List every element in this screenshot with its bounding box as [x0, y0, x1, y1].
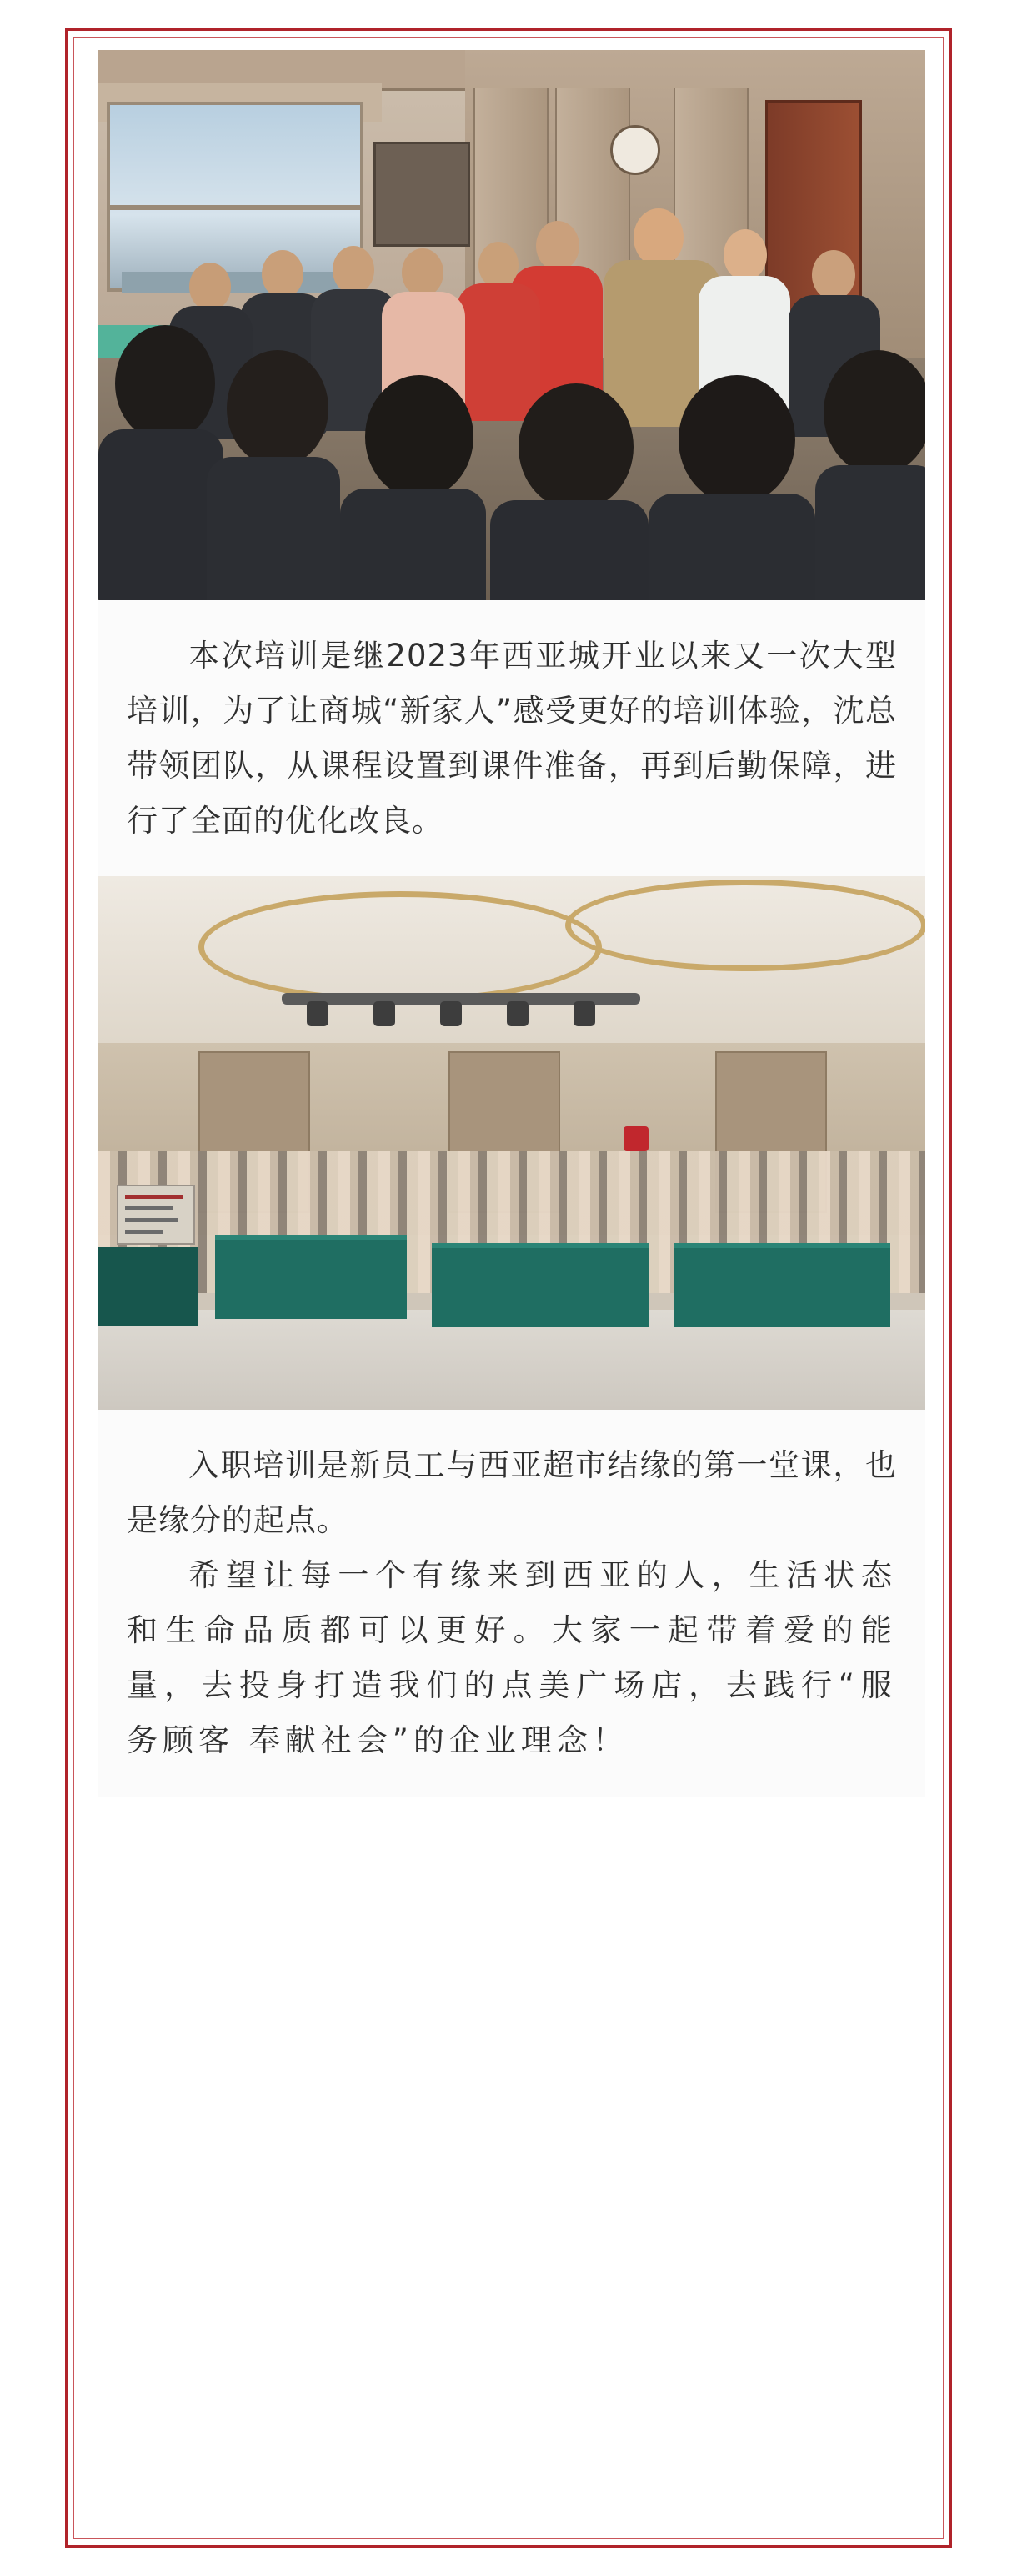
paragraph-block-2 [98, 1410, 925, 1796]
article-content [98, 50, 925, 1797]
paragraph-3: 希望让每一个有缘来到西亚的人，生活状态和生命品质都可以更好。大家一起带着爱的能量，去投身打造我们的点美广场店，去践行“服务顾客 奉献社会”的企业理念！ [127, 1557, 897, 1758]
paragraph-2: 入职培训是新员工与西亚超市结缘的第一堂课，也是缘分的起点。 [127, 1447, 897, 1539]
photo-training-standing-group [98, 50, 925, 600]
paragraph-1: 本次培训是继2023年西亚城开业以来又一次大型培训，为了让商城“新家人”感受更好的培训体验，沈总带领团队，从课程设置到课件准备，再到后勤保障，进行了全面的优化改良。 [127, 638, 897, 839]
paragraph-block-1 [98, 600, 925, 876]
photo-auditorium-training [98, 876, 925, 1410]
